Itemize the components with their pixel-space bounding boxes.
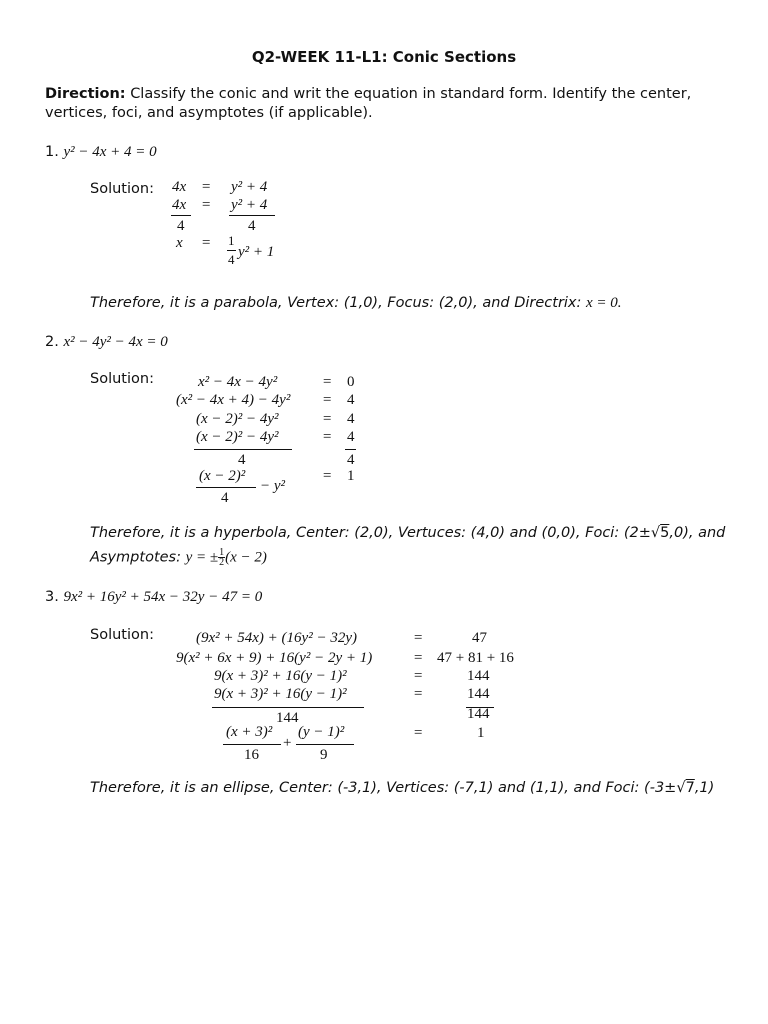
p2-row1-rel: =	[322, 374, 333, 390]
p1-coef-bar	[227, 250, 236, 251]
problem-3-equation: 9x² + 16y² + 54x − 32y − 47 = 0	[63, 589, 263, 605]
problem-2-statement	[45, 334, 168, 351]
p3-row5-b-num: (y − 1)²	[298, 724, 345, 740]
p2-fraction-bar-right	[345, 449, 356, 450]
p2-row4-rhs-den: 4	[347, 452, 355, 468]
problem-2-solution-label: Solution:	[90, 371, 154, 387]
p2-asym-rest: (x − 2)	[225, 549, 267, 566]
problem-1-statement	[45, 144, 157, 161]
p3-row5-b-den: 9	[320, 747, 328, 763]
p1-row3-coef-den: 4	[228, 252, 235, 267]
p1-row2-lhs-num: 4x	[172, 197, 187, 213]
p2-row3-lhs: (x − 2)² − 4y²	[196, 411, 279, 427]
problem-2-conclusion-line-2	[90, 548, 267, 567]
p3-row2-rhs: 47 + 81 + 16	[437, 650, 514, 666]
p2-row2-rhs: 4	[347, 392, 355, 408]
p3-row4-lhs-den: 144	[276, 710, 299, 726]
p3-row4-rel: =	[413, 686, 424, 702]
p3-row2-rel: =	[413, 650, 424, 666]
p3-row3-lhs: 9(x + 3)² + 16(y − 1)²	[214, 668, 347, 684]
p1-row3-rel: =	[201, 235, 212, 251]
p2-asym-num: 1	[219, 547, 225, 558]
p1-row2-rel: =	[201, 197, 212, 213]
p3-row1-rel: =	[413, 630, 424, 646]
p2-row3-rel: =	[322, 411, 333, 427]
p2-row5-lhs-rest: − y²	[260, 478, 286, 494]
p3-conclusion-text-b: ,1)	[694, 780, 715, 796]
p2-row1-lhs: x² − 4x − 4y²	[198, 374, 278, 390]
p2-row2-rel: =	[322, 392, 333, 408]
problem-3-statement	[45, 589, 262, 606]
p1-row1-lhs: 4x	[172, 179, 187, 195]
p3-row5-b-bar	[296, 744, 354, 745]
problem-3-number: 3.	[45, 589, 59, 605]
sqrt-icon: √	[676, 780, 686, 796]
p3-row2-lhs: 9(x² + 6x + 9) + 16(y² − 2y + 1)	[176, 650, 373, 666]
p1-fraction-bar-left	[171, 215, 191, 216]
p2-conclusion-text-b: ,0), and	[669, 525, 726, 541]
p1-row3-rest: y² + 1	[238, 244, 275, 260]
direction-line-2: vertices, foci, and asymptotes (if applicable).	[45, 105, 373, 121]
p3-row5-a-bar	[223, 744, 281, 745]
p3-row3-rhs: 144	[467, 668, 490, 684]
p2-asymptotes-label: Asymptotes:	[90, 549, 181, 566]
problem-3-conclusion	[90, 780, 714, 796]
p3-row5-a-den: 16	[244, 747, 259, 763]
p2-asym-lhs: y = ±	[185, 549, 219, 566]
p3-conclusion-text-a: Therefore, it is an ellipse, Center: (-3,1), Vertices: (-7,1) and (1,1), and Foci: (-3±	[90, 780, 677, 796]
p3-row5-rel: =	[413, 725, 424, 741]
p2-fraction-bar-left	[194, 449, 292, 450]
problem-1-equation: y² − 4x + 4 = 0	[63, 144, 157, 160]
p3-fraction-bar-left	[212, 707, 364, 708]
p3-row4-lhs-num: 9(x + 3)² + 16(y − 1)²	[214, 686, 347, 702]
direction-text-1: Classify the conic and writ the equation in standard form. Identify the center,	[130, 86, 692, 102]
p1-directrix: x = 0.	[586, 295, 622, 311]
p2-row1-rhs: 0	[347, 374, 355, 390]
p1-fraction-bar-right	[229, 215, 275, 216]
p2-asym-den: 2	[219, 557, 225, 568]
p1-row1-rhs: y² + 4	[231, 179, 268, 195]
p3-row5-plus: +	[283, 735, 292, 751]
page-title: Q2-WEEK 11-L1: Conic Sections	[251, 48, 517, 66]
p2-row5-fraction-bar	[196, 487, 256, 488]
p2-row5-lhs-den: 4	[221, 490, 229, 506]
problem-2-equation: x² − 4y² − 4x = 0	[63, 334, 168, 350]
problem-2-number: 2.	[45, 334, 59, 350]
p3-row1-rhs: 47	[472, 630, 487, 646]
problem-2-conclusion-line-1	[90, 525, 725, 541]
p3-row1-lhs: (9x² + 54x) + (16y² − 32y)	[196, 630, 357, 646]
p2-row5-rel: =	[322, 468, 333, 484]
problem-1-solution-label: Solution:	[90, 181, 154, 197]
p2-row4-rhs-num: 4	[347, 429, 355, 445]
direction-label: Direction:	[45, 86, 126, 102]
direction-line-1	[45, 86, 691, 102]
p3-root-value: 7	[685, 780, 695, 796]
p1-conclusion-text: Therefore, it is a parabola, Vertex: (1,0), Focus: (2,0), and Directrix:	[90, 295, 582, 311]
p2-conclusion-text-a: Therefore, it is a hyperbola, Center: (2,0), Vertuces: (4,0) and (0,0), Foci: (2±	[90, 525, 651, 541]
p3-row5-rhs: 1	[477, 725, 485, 741]
p2-row5-rhs: 1	[347, 468, 355, 484]
p2-row5-lhs-num: (x − 2)²	[199, 468, 246, 484]
problem-1-conclusion	[90, 295, 622, 312]
sqrt-icon: √	[650, 525, 661, 541]
p1-row3-lhs: x	[176, 235, 183, 251]
p3-row4-rhs-den: 144	[467, 706, 490, 722]
p2-row4-rel: =	[322, 429, 333, 445]
p1-row1-rel: =	[201, 179, 212, 195]
p3-row3-rel: =	[413, 668, 424, 684]
p2-root-value: 5	[660, 525, 670, 541]
p2-row4-lhs-num: (x − 2)² − 4y²	[196, 429, 279, 445]
p3-row4-rhs-num: 144	[467, 686, 490, 702]
p2-row4-lhs-den: 4	[238, 452, 246, 468]
p2-row2-lhs: (x² − 4x + 4) − 4y²	[176, 392, 291, 408]
p1-row2-rhs-num: y² + 4	[231, 197, 268, 213]
p2-row3-rhs: 4	[347, 411, 355, 427]
p1-row2-rhs-den: 4	[248, 218, 256, 234]
p3-row5-a-num: (x + 3)²	[226, 724, 273, 740]
problem-3-solution-label: Solution:	[90, 627, 154, 643]
p1-row3-coef-num: 1	[228, 233, 235, 248]
problem-1-number: 1.	[45, 144, 59, 160]
p1-row2-lhs-den: 4	[177, 218, 185, 234]
